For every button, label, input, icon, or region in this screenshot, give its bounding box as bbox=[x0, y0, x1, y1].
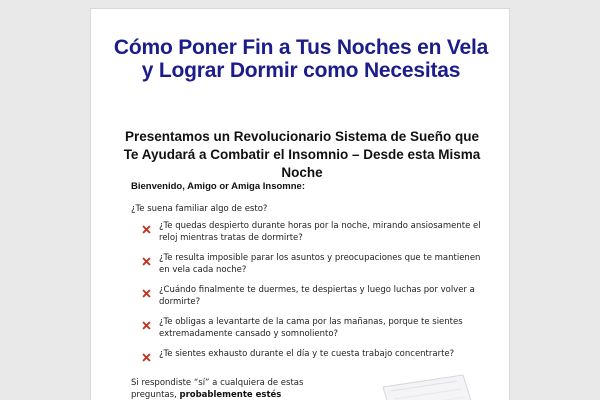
list-item bbox=[138, 253, 481, 285]
headline: Cómo Poner Fin a Tus Noches en Vela y Lograr Dormir como Necesitas bbox=[113, 36, 489, 82]
x-mark-icon bbox=[141, 288, 152, 299]
x-mark-icon bbox=[141, 224, 152, 235]
symptom-text: ¿Cuándo finalmente te duermes, te despiertas y luego luchas por volver a dormirte? bbox=[159, 285, 475, 307]
x-mark-icon bbox=[141, 320, 152, 331]
symptom-list bbox=[138, 221, 481, 381]
list-item bbox=[138, 221, 481, 253]
x-mark-icon bbox=[141, 256, 152, 267]
symptom-text: ¿Te obligas a levantarte de la cama por las mañanas, porque te sientes extremadamente cansado y somnoliento? bbox=[159, 317, 463, 339]
greeting: Bienvenido, Amigo or Amiga Insomne: bbox=[131, 181, 306, 192]
list-item bbox=[138, 317, 478, 349]
x-mark-icon bbox=[141, 352, 152, 363]
question-text: ¿Te suena familiar algo de esto? bbox=[131, 204, 268, 214]
symptom-text: ¿Te quedas despierto durante horas por la noche, mirando ansiosamente el reloj mientras tratas de dormirte? bbox=[159, 221, 481, 243]
sales-page bbox=[90, 8, 510, 400]
closing-paragraph bbox=[131, 377, 321, 400]
subheadline: Presentamos un Revolucionario Sistema de Sueño que Te Ayudará a Combatir el Insomnio – Desde esta Misma Noche bbox=[123, 129, 481, 180]
symptom-text: ¿Te sientes exhausto durante el día y te cuesta trabajo concentrarte? bbox=[159, 349, 455, 359]
list-item bbox=[138, 285, 478, 317]
closing-text: Si respondiste “sí” a cualquiera de estas preguntas, bbox=[131, 378, 304, 400]
symptom-text: ¿Te resulta imposible parar los asuntos y preocupaciones que te mantienen en vela cada noche? bbox=[159, 253, 481, 275]
closing-bold-text: probablemente estés bbox=[179, 390, 282, 400]
product-image bbox=[365, 373, 475, 400]
